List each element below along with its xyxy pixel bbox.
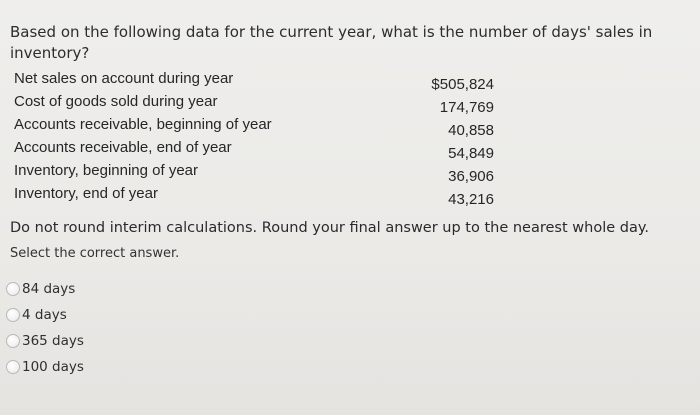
answer-option-4-days[interactable] — [6, 302, 84, 328]
answer-options — [6, 276, 84, 380]
row-value: 36,906 — [448, 168, 494, 185]
radio-button-icon[interactable] — [6, 308, 20, 322]
row-label: Inventory, beginning of year — [14, 162, 199, 179]
row-value: 43,216 — [448, 191, 494, 208]
row-value: $505,824 — [431, 76, 494, 93]
answer-option-100-days[interactable] — [6, 354, 84, 380]
row-value: 40,858 — [448, 122, 494, 139]
row-value: 174,769 — [439, 99, 494, 116]
data-row-ar-beginning — [14, 116, 494, 139]
row-label: Cost of goods sold during year — [14, 93, 218, 110]
option-label[interactable]: 100 days — [22, 359, 84, 375]
row-label: Inventory, end of year — [14, 185, 158, 202]
question-text: Based on the following data for the current year, what is the number of days' sales in inventory? — [10, 23, 653, 62]
row-label: Accounts receivable, end of year — [14, 139, 232, 156]
radio-button-icon[interactable] — [6, 360, 20, 374]
data-row-cogs — [14, 93, 494, 116]
data-row-net-sales — [14, 70, 494, 93]
select-prompt: Select the correct answer. — [10, 246, 180, 261]
data-table — [14, 70, 494, 208]
data-row-inventory-beginning — [14, 162, 494, 185]
row-label: Net sales on account during year — [14, 70, 234, 87]
rounding-instruction: Do not round interim calculations. Round your final answer up to the nearest whole day. — [10, 220, 649, 236]
answer-option-365-days[interactable] — [6, 328, 84, 354]
option-label[interactable]: 365 days — [22, 333, 84, 349]
option-label[interactable]: 84 days — [22, 281, 76, 297]
radio-button-icon[interactable] — [6, 334, 20, 348]
data-row-ar-end — [14, 139, 494, 162]
row-label: Accounts receivable, beginning of year — [14, 116, 272, 133]
row-value: 54,849 — [448, 145, 494, 162]
radio-button-icon[interactable] — [6, 282, 20, 296]
answer-option-84-days[interactable] — [6, 276, 84, 302]
data-row-inventory-end — [14, 185, 494, 208]
option-label[interactable]: 4 days — [22, 307, 67, 323]
